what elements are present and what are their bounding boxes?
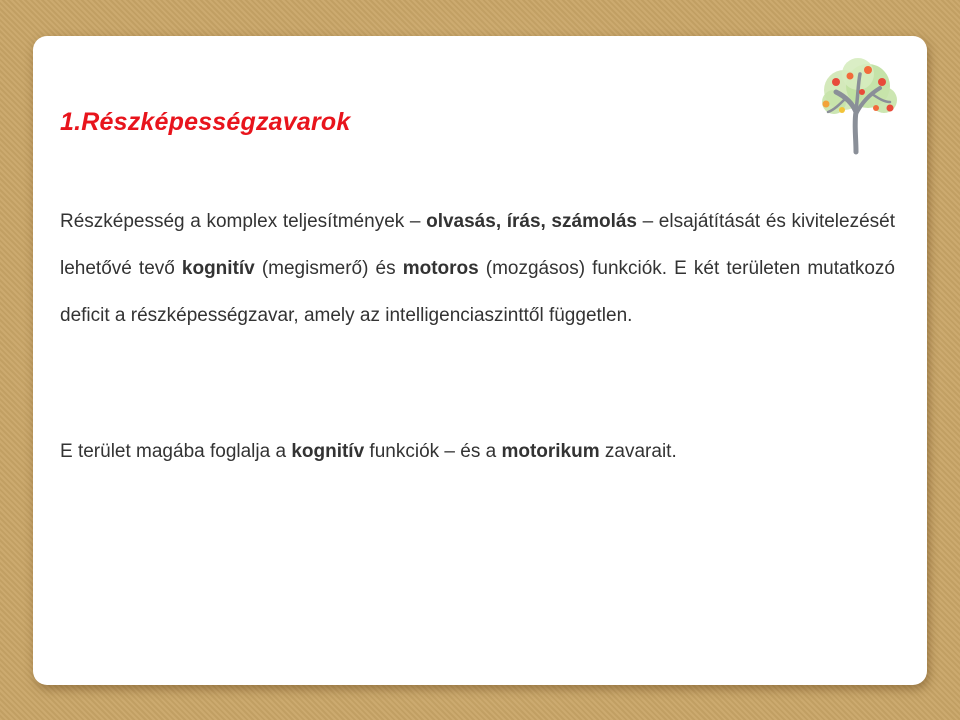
apple-tree-icon [806, 52, 910, 156]
bold-phrase-skills: olvasás, írás, számolás [426, 211, 637, 232]
body-paragraph-1 [60, 198, 895, 339]
slide-title: 1.Részképességzavarok [60, 108, 351, 136]
bold-word-kognitiv: kognitív [181, 258, 255, 279]
text-segment: zavarait. [599, 441, 677, 462]
text-segment: (mozgásos) funkciók. E két területen mutatkozó deficit a részképességzavar, amely az intelligenciaszinttől független. [60, 258, 895, 326]
bold-word-motoros: motoros [402, 258, 479, 279]
text-segment: E terület magába foglalja a [60, 441, 292, 462]
text-segment: Részképesség a komplex teljesítmények – [60, 211, 427, 232]
text-segment: – elsajátítását és kivitelezését lehetővé tevő [60, 211, 896, 279]
text-segment: (megismerő) és [254, 258, 403, 279]
bold-word-kognitiv: kognitív [291, 441, 365, 462]
text-segment: funkciók – és a [364, 441, 502, 462]
body-paragraph-2 [60, 437, 895, 467]
bold-word-motorikum: motorikum [501, 441, 600, 462]
